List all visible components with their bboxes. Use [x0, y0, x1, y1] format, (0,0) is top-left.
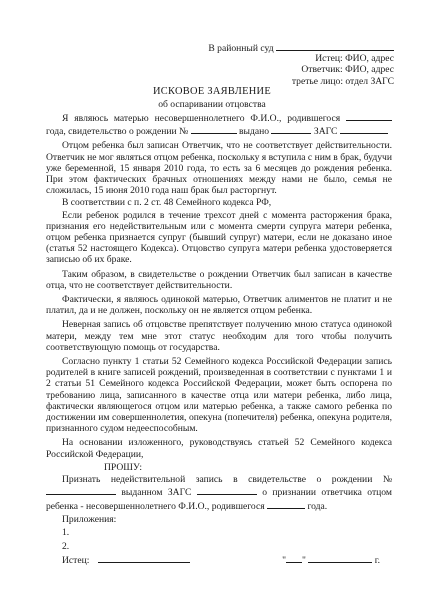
- date-quote-close: ": [302, 555, 306, 566]
- paragraph: Фактически, я являюсь одинокой матерью, Ответчик алиментов не платит и не платил, да и не должен, поскольку он не является отцом ребенка.: [46, 294, 392, 317]
- plaintiff-signature-label: Истец:: [62, 555, 90, 566]
- court-name-blank: [276, 41, 394, 51]
- court-line: [174, 41, 394, 53]
- certificate-number-blank: [191, 124, 237, 134]
- defendant-line: [174, 64, 394, 76]
- request-birth-date-blank: [267, 499, 305, 509]
- paragraph: Если ребенок родился в течение трехсот дней с момента расторжения брака, признания его недействительным или с момента смерти супруга матери ребенка, отцом ребенка признается супруг (бывший супруг) матери, если не доказано иное (статья 52 настоящего Кодекса). Отцовство супруга матери ребенка удостоверяется записью об их браке.: [46, 209, 392, 266]
- paragraph: Отцом ребенка был записан Ответчик, что не соответствует действительности. Ответчик не мог являться отцом ребенка, поскольку я вступила с ним в брак, будучи уже беременной, 15 января 2010 года, то есть за 6 месяцев до рождения ребенка. При этом фактических брачных отношениях между нами не было, семья не сложилась, 15 июня 2010 года наш брак был расторгнут.: [46, 140, 392, 197]
- signature-footer: [62, 553, 380, 565]
- issue-date-blank: [271, 124, 311, 134]
- request-heading: ПРОШУ:: [104, 461, 143, 473]
- addressee-block: [174, 41, 394, 87]
- request-paragraph: [46, 474, 392, 512]
- third-party-label: третье лицо: отдел ЗАГС: [291, 75, 394, 87]
- signature-blank: [98, 553, 190, 563]
- intro-text-4: ЗАГС: [313, 126, 338, 138]
- paragraph: В соответствии с п. 2 ст. 48 Семейного кодекса РФ,: [62, 197, 272, 209]
- date-quote-open: ": [282, 555, 286, 566]
- paragraph: Согласно пункту 1 статьи 52 Семейного кодекса Российской Федерации запись родителей в книге записей рождений, произведенная в соответствии с пунктами 1 и 2 статьи 51 Семейного кодекса Российской Федерации, может быть оспорена по требованию лица, записанного в качестве отца или матери ребенка, либо лица, фактически являющегося отцом или матерью ребенка, а также самого ребенка по достижении им совершеннолетия, опекуна (попечителя) ребенка, опекуна родителя, признанного судом недееспособным.: [46, 356, 392, 435]
- document-body: [46, 111, 392, 555]
- document-subtitle: об оспаривании отцовства: [158, 99, 266, 110]
- day-blank: [286, 553, 302, 563]
- request-certificate-blank: [46, 485, 116, 495]
- plaintiff-signature: [62, 553, 190, 566]
- intro-text-1: Я являюсь матерью несовершеннолетнего Ф.И.О., родившегося: [62, 113, 341, 124]
- plaintiff-line: [174, 53, 394, 65]
- plaintiff-label: Истец: ФИО, адрес: [315, 52, 394, 64]
- request-text-4: года.: [307, 500, 328, 512]
- year-suffix: г.: [374, 555, 380, 566]
- signature-date: [282, 553, 380, 566]
- attachments-heading: Приложения:: [62, 513, 117, 525]
- birth-date-blank: [346, 111, 392, 121]
- attachment-item: 1.: [62, 526, 70, 538]
- intro-text-3: выдано: [239, 126, 270, 138]
- paragraph: На основании изложенного, руководствуясь статьей 52 Семейного кодекса Российской Федерации,: [46, 437, 392, 460]
- attachment-item: 2.: [62, 540, 70, 552]
- request-text-2: выданном ЗАГС: [121, 487, 192, 499]
- request-text-1: Признать недействительной запись в свидетельстве о рождении №: [62, 474, 392, 486]
- paragraph: Таким образом, в свидетельстве о рождении Ответчик был записан в качестве отца, что не соответствует действительности.: [46, 268, 392, 291]
- court-label: В районный суд: [208, 43, 274, 54]
- intro-text-2: года, свидетельство о рождении №: [46, 126, 189, 138]
- defendant-label: Ответчик: ФИО, адрес: [301, 64, 394, 75]
- registry-office-blank: [340, 124, 388, 134]
- request-registry-blank: [197, 485, 257, 495]
- paragraph: Неверная запись об отцовстве препятствует получению мною статуса одинокой матери, между тем мне этот статус необходим для того чтобы получить соответствующую помощь от государства.: [46, 319, 392, 353]
- month-year-blank: [308, 553, 372, 563]
- document-title: ИСКОВОЕ ЗАЯВЛЕНИЕ: [152, 86, 271, 97]
- request-text-3: о признании ответчика отцом ребенка - несовершеннолетнего Ф.И.О., родившегося: [46, 487, 392, 512]
- intro-paragraph: [46, 111, 392, 137]
